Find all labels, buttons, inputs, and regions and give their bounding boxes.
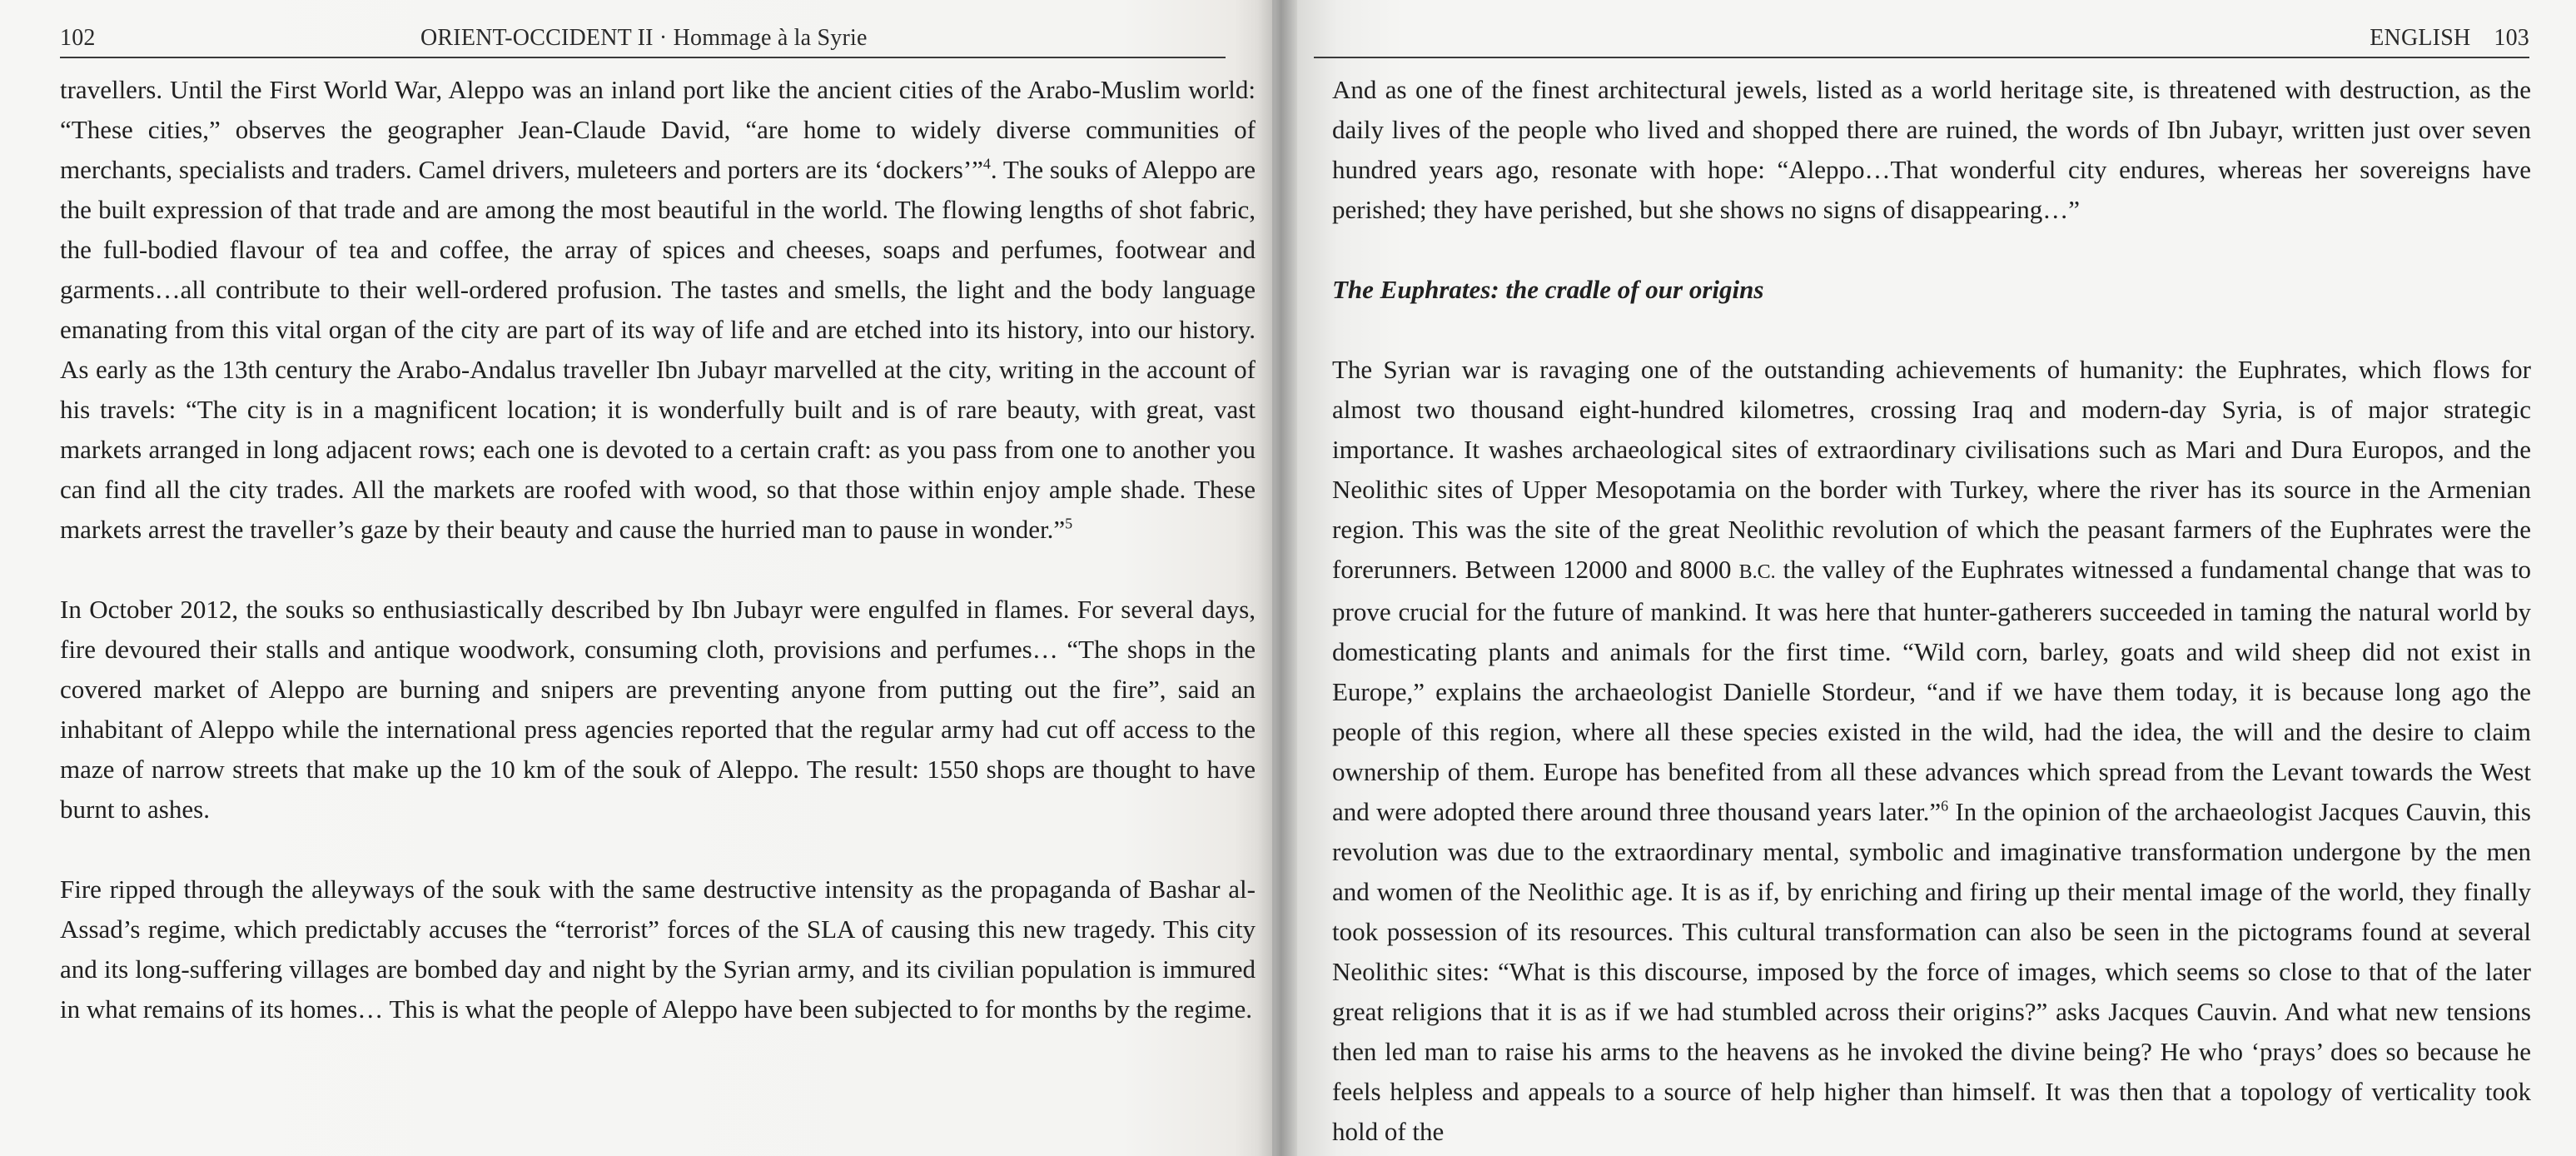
- left-header-rule: [60, 57, 1226, 58]
- right-paragraph-1: And as one of the finest architectural jewels, listed as a world heritage site, is threatened with destruction, as the daily lives of the people who lived and shopped there are ruined, the words of Ibn Jubayr, written just over seven hundred years ago, resonate with hope: “Aleppo…That wonderful city endures, whereas her sovereigns have perished; they have perished, but she shows no signs of disappearing…”: [1332, 75, 2531, 224]
- footnote-ref-5: 5: [1065, 515, 1073, 532]
- left-body-text: [60, 70, 1256, 1029]
- left-paragraph-1: travellers. Until the First World War, Aleppo was an inland port like the ancient cities of the Arabo-Muslim world: “These cities,” observes the geographer Jean-Claude David, “are home to widely diverse communities of merchants, specialists and traders. Camel drivers, muleteers and porters are its ‘dockers’”$^4$. The souks of Aleppo are the built expression of that trade and are among the most beautiful in the world. The flowing lengths of shot fabric, the full-bodied flavour of tea and coffee, the array of spices and cheeses, soaps and perfumes, footwear and garments…all contribute to their well-ordered profusion. The tastes and smells, the light and the body language emanating from this vital organ of the city are part of its way of life and are etched into its history, into our history. As early as the 13th century the Arabo-Andalus traveller Ibn Jubayr marvelled at the city, writing in the account of his travels: “The city is in a magnificent location; it is wonderfully built and is of rare beauty, with great, vast markets arranged in long adjacent rows; each one is devoted to a certain craft: as you pass from one to another you can find all the city trades. All the markets are roofed with wood, so that those within enjoy ample shade. These markets arrest the traveller’s gaze by their beauty and cause the hurried man to pause in wonder.”$^5$: [60, 75, 1256, 544]
- section-heading: The Euphrates: the cradle of our origins: [1332, 275, 1764, 304]
- left-running-title: ORIENT-OCCIDENT II · Hommage à la Syrie: [420, 25, 868, 51]
- left-paragraph-3: Fire ripped through the alleyways of the souk with the same destructive intensity as the propaganda of Bashar al-Assad’s regime, which predictably accuses the “terrorist” forces of the SLA of causing this new tragedy. This city and its long-suffering villages are bombed day and night by the Syrian army, and its civilian population is immured in what remains of its homes… This is what the people of Aleppo have been subjected to for months by the regime.: [60, 874, 1256, 1024]
- left-page-number: 102: [60, 25, 96, 51]
- right-paragraph-2: The Syrian war is ravaging one of the outstanding achievements of humanity: the Euphrates, which flows for almost two thousand eight-hundred kilometres, crossing Iraq and modern-day Syria, is of major strategic importance. It washes archaeological sites of extraordinary civilisations such as Mari and Dura Europos, and the Neolithic sites of Upper Mesopotamia on the border with Turkey, where the river has its source in the Armenian region. This was the site of the great Neolithic revolution of which the peasant farmers of the Euphrates were the forerunners. Between 12000 and 8000 B.C. the valley of the Euphrates witnessed a fundamental change that was to prove crucial for the future of mankind. It was here that hunter-gatherers succeeded in taming the natural world by domesticating plants and animals for the first time. “Wild corn, barley, goats and wild sheep did not exist in Europe,” explains the archaeologist Danielle Stordeur, “and if we have them today, it is because long ago the people of this region, where all these species existed in the wild, had the idea, the will and the desire to claim ownership of them. Europe has benefited from all these advances which spread from the Levant towards the West and were adopted there around three thousand years later.”$^6$ In the opinion of the archaeologist Jacques Cauvin, this revolution was due to the extraordinary mental, symbolic and imaginative transformation undergone by the men and women of the Neolithic age. It is as if, by enriching and firing up their mental image of the world, they finally took possession of its resources. This cultural transformation can also be seen in the pictograms found at several Neolithic sites: “What is this discourse, imposed by the force of images, which seems so close to that of the later great religions that it is as if we had stumbled across their origins?” asks Jacques Cauvin. And what new tensions then led man to raise his arms to the heavens as he invoked the divine being? He who ‘prays’ does so because he feels helpless and appeals to a source of help higher than himself. It was then that a topology of verticality took hold of the: [1332, 355, 2532, 1146]
- right-body-text: [1332, 70, 2531, 1152]
- left-running-head: [60, 25, 1226, 58]
- right-page-number: 103: [2494, 25, 2529, 51]
- right-header-rule: [1314, 57, 2529, 58]
- book-gutter: [1257, 0, 1297, 1156]
- right-running-title: ENGLISH: [2370, 25, 2471, 51]
- left-paragraph-2: In October 2012, the souks so enthusiastically described by Ibn Jubayr were engulfed in flames. For several days, fire devoured their stalls and antique woodwork, consuming cloth, provisions and perfumes… “The shops in the covered market of Aleppo are burning and snipers are preventing anyone from putting out the fire”, said an inhabitant of Aleppo while the international press agencies reported that the regular army had cut off access to the maze of narrow streets that make up the 10 km of the souk of Aleppo. The result: 1550 shops are thought to have burnt to ashes.: [60, 595, 1256, 824]
- right-running-head: [1314, 25, 2529, 58]
- footnote-ref-4: 4: [982, 155, 991, 172]
- footnote-ref-6: 6: [1941, 797, 1949, 815]
- right-page: [1272, 0, 2576, 1156]
- era-abbreviation: B.C.: [1738, 561, 1776, 583]
- left-page: [0, 0, 1272, 1156]
